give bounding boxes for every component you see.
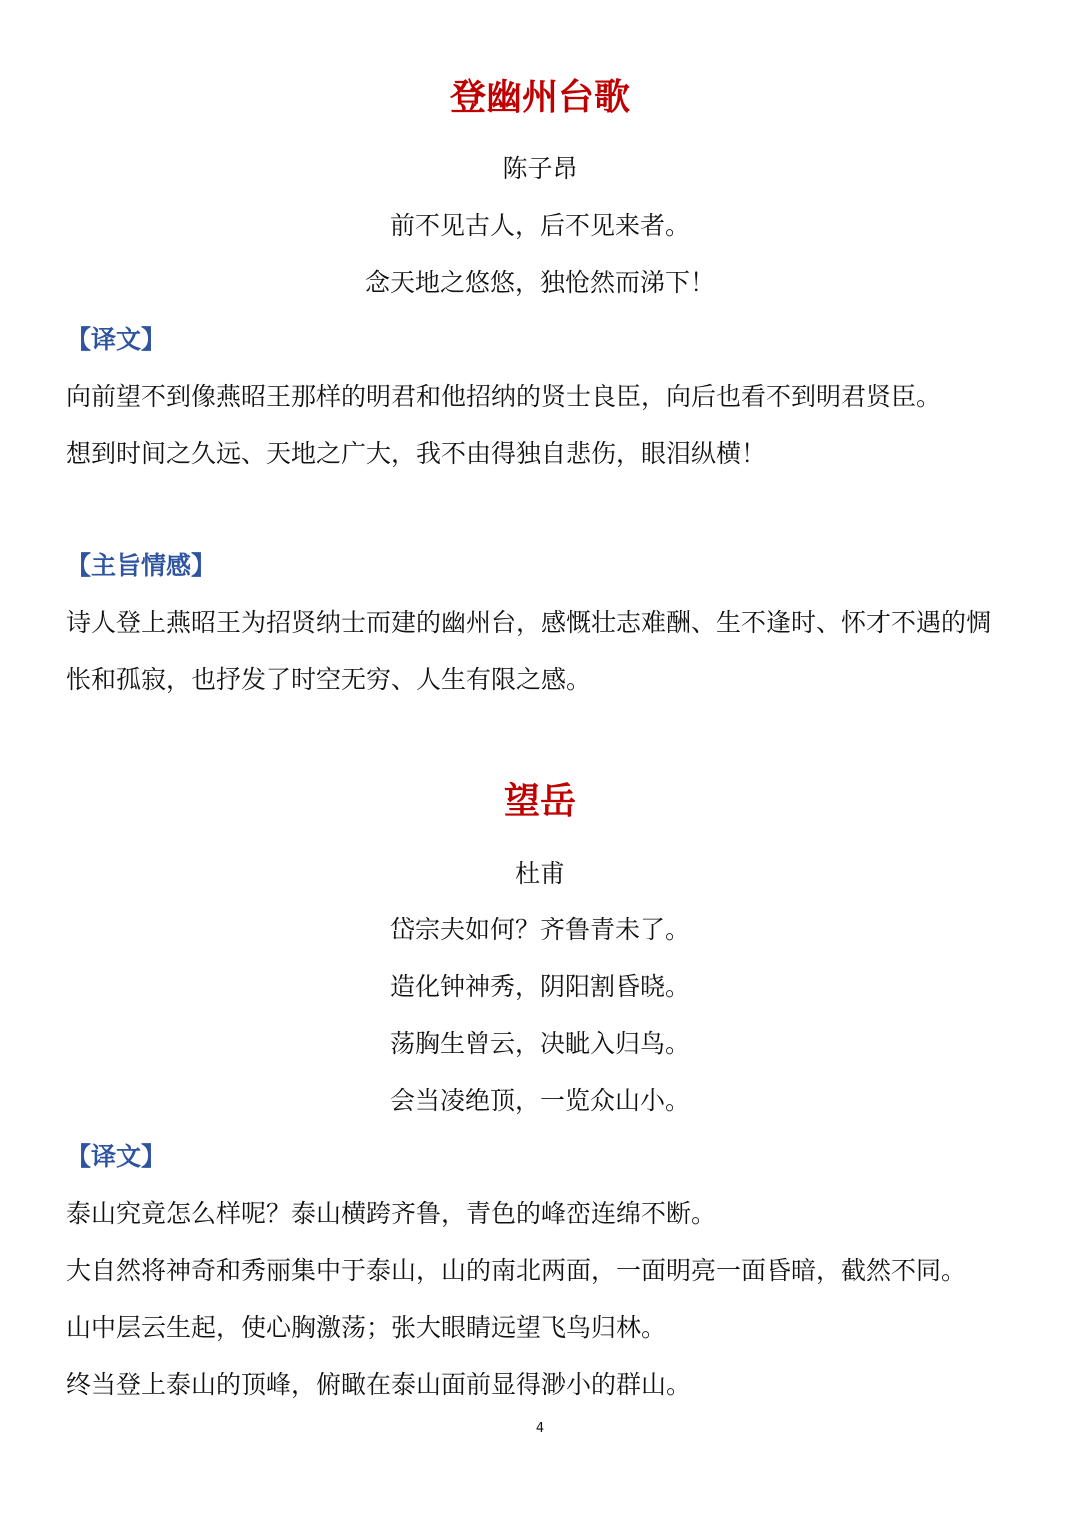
translation-line: 大自然将神奇和秀丽集中于泰山，山的南北两面，一面明亮一面昏暗，截然不同。 bbox=[66, 1256, 967, 1285]
theme-heading: 【主旨情感】 bbox=[66, 551, 217, 580]
translation-line: 山中层云生起，使心胸激荡；张大眼睛远望飞鸟归林。 bbox=[66, 1313, 667, 1342]
poem-author: 杜甫 bbox=[514, 859, 565, 888]
poem-line: 荡胸生曾云，决眦入归鸟。 bbox=[389, 1029, 690, 1058]
poem-line: 造化钟神秀，阴阳割昏晓。 bbox=[389, 972, 690, 1001]
poem-line: 念天地之悠悠，独怆然而涕下！ bbox=[364, 268, 715, 297]
translation-line: 终当登上泰山的顶峰，俯瞰在泰山面前显得渺小的群山。 bbox=[66, 1370, 692, 1399]
poem-title: 登幽州台歌 bbox=[449, 77, 630, 118]
poem-line: 岱宗夫如何？齐鲁青未了。 bbox=[389, 915, 690, 944]
poem-line: 前不见古人，后不见来者。 bbox=[389, 211, 690, 240]
translation-line: 泰山究竟怎么样呢？泰山横跨齐鲁，青色的峰峦连绵不断。 bbox=[66, 1199, 717, 1228]
page-number: 4 bbox=[535, 1421, 545, 1436]
translation-heading: 【译文】 bbox=[66, 1142, 167, 1171]
theme-line: 诗人登上燕昭王为招贤纳士而建的幽州台，感慨壮志难酬、生不逢时、怀才不遇的惆 bbox=[66, 608, 992, 637]
poem-author: 陈子昂 bbox=[502, 154, 578, 183]
poem-line: 会当凌绝顶，一览众山小。 bbox=[389, 1086, 690, 1115]
poem-title: 望岳 bbox=[503, 781, 576, 822]
translation-heading: 【译文】 bbox=[66, 325, 167, 354]
translation-line: 想到时间之久远、天地之广大，我不由得独自悲伤，眼泪纵横！ bbox=[66, 439, 767, 468]
translation-line: 向前望不到像燕昭王那样的明君和他招纳的贤士良臣，向后也看不到明君贤臣。 bbox=[66, 382, 942, 411]
theme-line: 怅和孤寂，也抒发了时空无穷、人生有限之感。 bbox=[66, 665, 592, 694]
